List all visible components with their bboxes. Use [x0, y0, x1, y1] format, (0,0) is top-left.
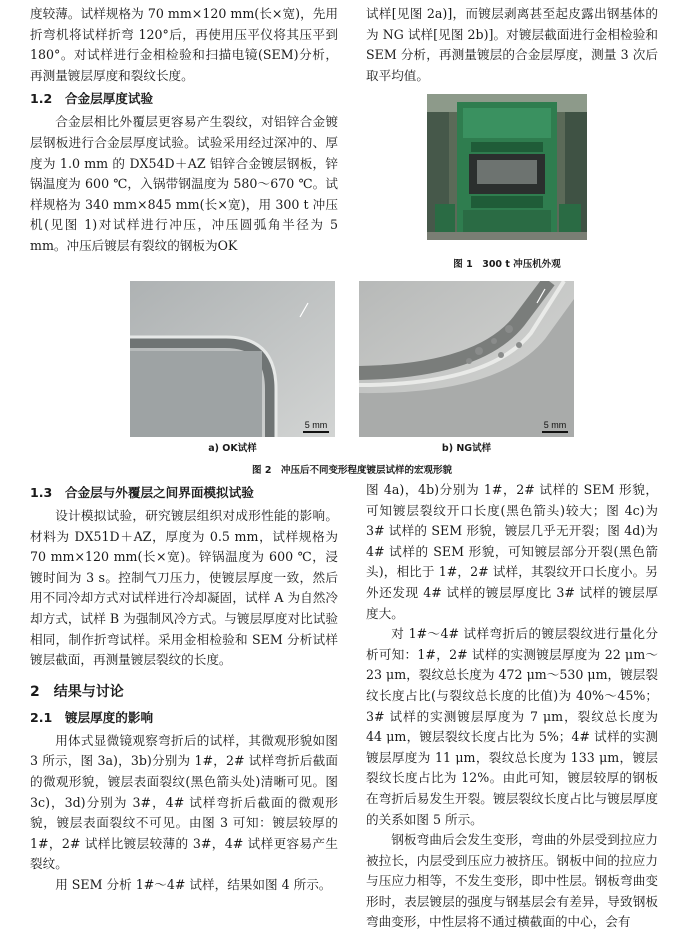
figure-2-caption: 图 2 冲压后不同变形程度镀层试样的宏观形貌 — [252, 465, 452, 476]
press-machine-photo — [427, 94, 587, 240]
paragraph: 用体式显微镜观察弯折后的试样，其微观形貌如图 3 所示，图 3a)，3b)分别为 1#，2# 试样弯折后截面的微观形貌，镀层表面裂纹(黑色箭头处)清晰可见。图 3c)，3d)分别为 3#，4# 试样弯折后截面的微观形貌，镀层表面裂纹不可见。由图 3 可知：镀层较厚的 1#，2# 试样比镀层较薄的 3#，4# 试样更容易产生裂纹。 — [30, 732, 338, 872]
section-heading-2-1: 2.1 镀层厚度的影响 — [30, 709, 154, 725]
paragraph: 试样[见图 2a)]，而镀层剥离甚至起皮露出钢基体的为 NG 试样[见图 2b)]。对镀层截面进行金相检验和 SEM 分析，再测量镀层的合金层厚度，测量 3 次后取平均值。 — [366, 6, 658, 83]
paragraph: 合金层相比外覆层更容易产生裂纹，对铝锌合金镀层钢板进行合金层厚度试验。试验采用经过深冲的、厚度为 1.0 mm 的 DX54D＋AZ 铝锌合金镀层钢板，锌锅温度为 600 ℃，入锅带钢温度为 580～670 ℃。试样规格为 340 mm×845 mm(长×宽)，用 300 t 冲压机(见图 1)对试样进行冲压，冲压圆弧角半径为 5 mm。冲压后镀层有裂纹的钢板为OK — [30, 114, 338, 253]
figure-2b-label: b) NG试样 — [441, 443, 492, 454]
paragraph: 图 4a)，4b)分别为 1#，2# 试样的 SEM 形貌，可知镀层裂纹开口长度(黑色箭头)较大；图 4c)为 3# 试样的 SEM 形貌，镀层几乎无开裂；图 4d)为 4# 试样的 SEM 形貌，可知镀层部分开裂(黑色箭头)，相比于 1#，2# 试样，其裂纹开口长度小。另外还发现 4# 试样的镀层厚度比 3# 试样的镀层厚度大。 — [366, 482, 658, 621]
ok-sample-photo — [130, 281, 335, 437]
left-column-top — [30, 4, 338, 257]
left-column-bottom — [30, 480, 338, 896]
paragraph: 度较薄。试样规格为 70 mm×120 mm(长×宽)，先用折弯机将试样折弯 120°后，再使用压平仪将其压平到 180°。对试样进行金相检验和扫描电镜(SEM)分析，再测量镀层厚度和裂纹长度。 — [30, 6, 338, 83]
section-heading-1-3: 1.3 合金层与外覆层之间界面模拟试验 — [30, 485, 254, 500]
scale-bar — [303, 420, 329, 433]
scale-label: 5 mm — [304, 420, 328, 430]
figure-1-caption: 图 1 300 t 冲压机外观 — [453, 259, 561, 270]
scale-bar — [542, 420, 568, 433]
paragraph: 钢板弯曲后会发生变形，弯曲的外层受到拉应力被拉长，内层受到压应力被挤压。钢板中间的拉应力与压应力相等，不发生变形，即中性层。钢板弯曲变形时，表层镀层的强度与钢基层会有差异，导致钢板弯曲变形，中性层将不通过横截面的中心，会有 — [366, 832, 658, 930]
paragraph: 对 1#～4# 试样弯折后的镀层裂纹进行量化分析可知：1#，2# 试样的实测镀层厚度为 22 μm～23 μm，裂纹总长度为 472 μm～530 μm，镀层裂纹长度占比(与裂纹总长度的比值)为 40%～45%；3# 试样的实测镀层厚度为 7 μm，裂纹总长度为 44 μm，镀层裂纹长度占比为 5%；4# 试样的实测镀层厚度为 11 μm，裂纹总长度为 133 μm，镀层裂纹长度占比为 12%。由此可知，镀层较厚的钢板在弯折后易发生开裂。镀层裂纹长度占比与镀层厚度的关系如图 5 所示。 — [366, 626, 658, 827]
paragraph: 设计模拟试验，研究镀层组织对成形性能的影响。材料为 DX51D＋AZ，厚度为 0.5 mm，试样规格为 70 mm×120 mm(长×宽)。锌锅温度为 600 ℃，浸镀时间为 3 s。控制气刀压力，使镀层厚度一致，然后用不同冷却方式对试样进行冷却凝固，试样 A 为自然冷却方式，试样 B 为强制风冷方式。与镀层厚度对比试验相同，制作折弯试样。采用金相检验和 SEM 分析试样镀层截面，再测量镀层裂纹的长度。 — [30, 508, 338, 668]
scale-label: 5 mm — [543, 420, 567, 430]
right-column-top — [366, 4, 658, 86]
paragraph: 用 SEM 分析 1#～4# 试样，结果如图 4 所示。 — [55, 876, 332, 892]
ng-sample-photo — [359, 281, 574, 437]
section-heading-1-2: 1.2 合金层厚度试验 — [30, 91, 154, 107]
figure-2a-label: a) OK试样 — [208, 443, 257, 454]
section-heading-2: 2 结果与讨论 — [30, 683, 124, 700]
right-column-bottom — [366, 480, 658, 933]
